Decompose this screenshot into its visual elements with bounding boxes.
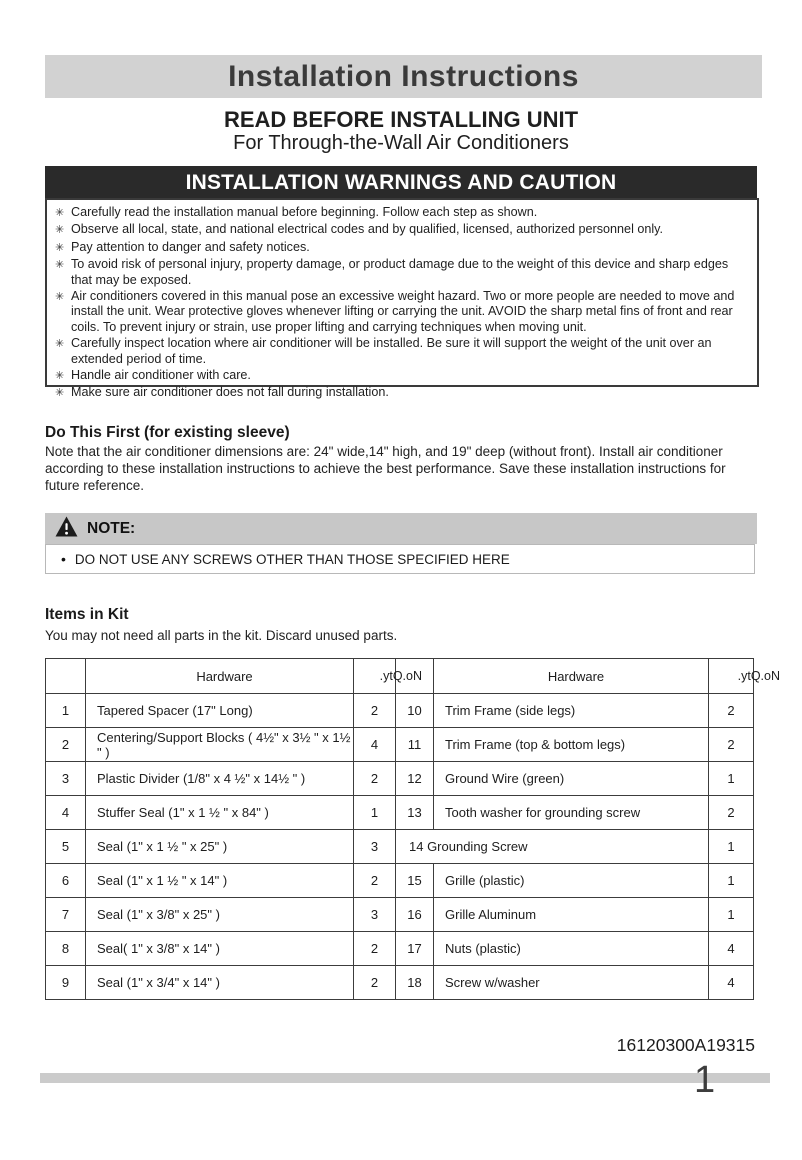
quantity-cell: 1	[354, 796, 396, 830]
asterisk-bullet-icon: ✳	[55, 291, 65, 304]
quantity-cell: 2	[354, 864, 396, 898]
note-body-box	[45, 544, 755, 574]
kit-table-body	[46, 659, 780, 1000]
warning-item	[55, 257, 749, 288]
read-before-heading: READ BEFORE INSTALLING UNIT	[223, 107, 579, 132]
warning-item	[55, 368, 749, 384]
hardware-name-cell: Tooth washer for grounding screw	[434, 796, 709, 830]
warning-text: Handle air conditioner with care.	[71, 368, 251, 383]
table-row	[46, 898, 754, 932]
quantity-cell: 3	[354, 898, 396, 932]
hardware-name-cell: Nuts (plastic)	[434, 932, 709, 966]
hardware-name-cell: Seal (1" x 1 ½ " x 14" )	[86, 864, 354, 898]
item-number-cell: 17	[396, 932, 434, 966]
item-number-cell: 9	[46, 966, 86, 1000]
warning-text: Carefully inspect location where air conditioner will be installed. Be sure it will support the weight of the unit over an extended period of time.	[71, 336, 712, 366]
warning-text: Carefully read the installation manual before beginning. Follow each step as shown.	[71, 205, 538, 219]
quantity-cell: 1	[709, 898, 754, 932]
item-number-cell: 13	[396, 796, 434, 830]
asterisk-bullet-icon: ✳	[55, 259, 65, 272]
quantity-cell: 1	[709, 762, 754, 796]
quantity-cell: 2	[709, 728, 754, 762]
qty-column-header: .ytQ.oN	[354, 659, 396, 694]
hardware-name-cell: Tapered Spacer (17" Long)	[86, 694, 354, 728]
item-number-cell: 6	[46, 864, 86, 898]
hardware-name-cell: Seal (1" x 3/4" x 14" )	[86, 966, 354, 1000]
quantity-cell: 4	[709, 966, 754, 1000]
warning-item	[55, 240, 749, 256]
warning-text: Air conditioners covered in this manual pose an excessive weight hazard. Two or more people are needed to move and install the unit. Wear protective gloves whenever lifting or carrying the unit. AVOID the sharp metal fins of front and rear coils. To prevent injury or strain, use proper lifting and carrying techniques when moving unit.	[71, 289, 735, 334]
warning-item	[55, 222, 749, 238]
hardware-name-cell: Stuffer Seal (1" x 1 ½ " x 84" )	[86, 796, 354, 830]
hardware-name-cell: Grille Aluminum	[434, 898, 709, 932]
asterisk-bullet-icon: ✳	[55, 224, 65, 237]
do-this-first-heading: Do This First (for existing sleeve)	[45, 424, 290, 441]
asterisk-bullet-icon: ✳	[55, 370, 65, 383]
hardware-column-header: Hardware	[86, 659, 354, 694]
asterisk-bullet-icon: ✳	[55, 338, 65, 351]
item-number-cell: 7	[46, 898, 86, 932]
hardware-name-cell: Trim Frame (top & bottom legs)	[434, 728, 709, 762]
warning-item	[55, 336, 749, 367]
hardware-name-cell: Grille (plastic)	[434, 864, 709, 898]
warning-triangle-icon	[55, 516, 78, 542]
kit-parts-table	[45, 658, 780, 1000]
do-this-first-paragraph: Note that the air conditioner dimensions are: 24" wide,14" high, and 19" deep (without front). Install air conditioner according to these installation instructions to achieve the best performance. Save these installation instructions for future reference.	[45, 444, 726, 493]
table-row	[46, 864, 754, 898]
quantity-cell: 3	[354, 830, 396, 864]
quantity-cell: 2	[354, 932, 396, 966]
warning-item	[55, 205, 749, 221]
corner-cell	[46, 659, 86, 694]
asterisk-bullet-icon: ✳	[55, 207, 65, 219]
warning-text: Observe all local, state, and national electrical codes and by qualified, licensed, authorized personnel only.	[71, 222, 664, 237]
note-text: DO NOT USE ANY SCREWS OTHER THAN THOSE SPECIFIED HERE	[74, 551, 510, 567]
hardware-name-cell: Screw w/washer	[434, 966, 709, 1000]
item-number-cell: 18	[396, 966, 434, 1000]
document-part-number: 16120300A19315	[616, 1035, 755, 1055]
quantity-cell: 4	[709, 932, 754, 966]
quantity-cell: 1	[709, 864, 754, 898]
qty-column-header: .ytQ.oN	[709, 659, 754, 694]
footer-divider-bar	[40, 1073, 770, 1083]
warnings-list	[45, 198, 759, 400]
hardware-column-header: Hardware	[434, 659, 709, 694]
item-number-cell: 4	[46, 796, 86, 830]
item-number-cell: 8	[46, 932, 86, 966]
note-header-band	[45, 513, 757, 544]
item-number-cell: 16	[396, 898, 434, 932]
table-row	[46, 728, 754, 762]
product-type-subheading: For Through-the-Wall Air Conditioners	[233, 132, 569, 154]
warning-text: Make sure air conditioner does not fall during installation.	[71, 385, 389, 400]
table-row	[46, 796, 754, 830]
asterisk-bullet-icon: ✳	[55, 387, 65, 400]
asterisk-bullet-icon: ✳	[55, 241, 65, 254]
quantity-cell: 4	[354, 728, 396, 762]
quantity-cell: 2	[354, 694, 396, 728]
merged-number-name-cell: 14 Grounding Screw	[396, 830, 709, 864]
page-number: 1	[694, 1059, 716, 1101]
page-title: Installation Instructions	[45, 55, 762, 98]
quantity-cell: 2	[709, 796, 754, 830]
item-number-cell: 2	[46, 728, 86, 762]
quantity-cell: 2	[354, 966, 396, 1000]
item-number-cell: 12	[396, 762, 434, 796]
hardware-name-cell: Plastic Divider (1/8" x 4 ½" x 14½ " )	[86, 762, 354, 796]
quantity-cell: 2	[354, 762, 396, 796]
table-row	[46, 932, 754, 966]
warning-text: Pay attention to danger and safety notices.	[71, 239, 310, 254]
item-number-cell: 15	[396, 864, 434, 898]
hardware-name-cell: Centering/Support Blocks ( 4½" x 3½ " x 1½ " )	[86, 728, 354, 762]
items-in-kit-paragraph: You may not need all parts in the kit. Discard unused parts.	[45, 628, 398, 643]
hardware-name-cell: Trim Frame (side legs)	[434, 694, 709, 728]
table-row	[46, 830, 754, 864]
quantity-cell: 2	[709, 694, 754, 728]
table-row	[46, 694, 754, 728]
item-number-cell: 10	[396, 694, 434, 728]
warnings-caution-header: INSTALLATION WARNINGS AND CAUTION	[45, 166, 757, 198]
warning-item	[55, 385, 749, 401]
note-label: NOTE:	[87, 519, 136, 537]
quantity-cell: 1	[709, 830, 754, 864]
item-number-cell: 1	[46, 694, 86, 728]
hardware-name-cell: Ground Wire (green)	[434, 762, 709, 796]
table-header-row	[46, 659, 754, 694]
table-row	[46, 966, 754, 1000]
warning-text: To avoid risk of personal injury, property damage, or product damage due to the weight of this device and sharp edges that may be exposed.	[71, 257, 729, 287]
bullet-dot-icon: •	[61, 551, 66, 567]
item-number-cell: 3	[46, 762, 86, 796]
warning-item	[55, 289, 749, 335]
item-number-cell: 5	[46, 830, 86, 864]
item-number-cell: 11	[396, 728, 434, 762]
hardware-name-cell: Seal( 1" x 3/8" x 14" )	[86, 932, 354, 966]
hardware-name-cell: Seal (1" x 1 ½ " x 25" )	[86, 830, 354, 864]
hardware-name-cell: Seal (1" x 3/8" x 25" )	[86, 898, 354, 932]
items-in-kit-heading: Items in Kit	[45, 606, 129, 623]
table-row	[46, 762, 754, 796]
